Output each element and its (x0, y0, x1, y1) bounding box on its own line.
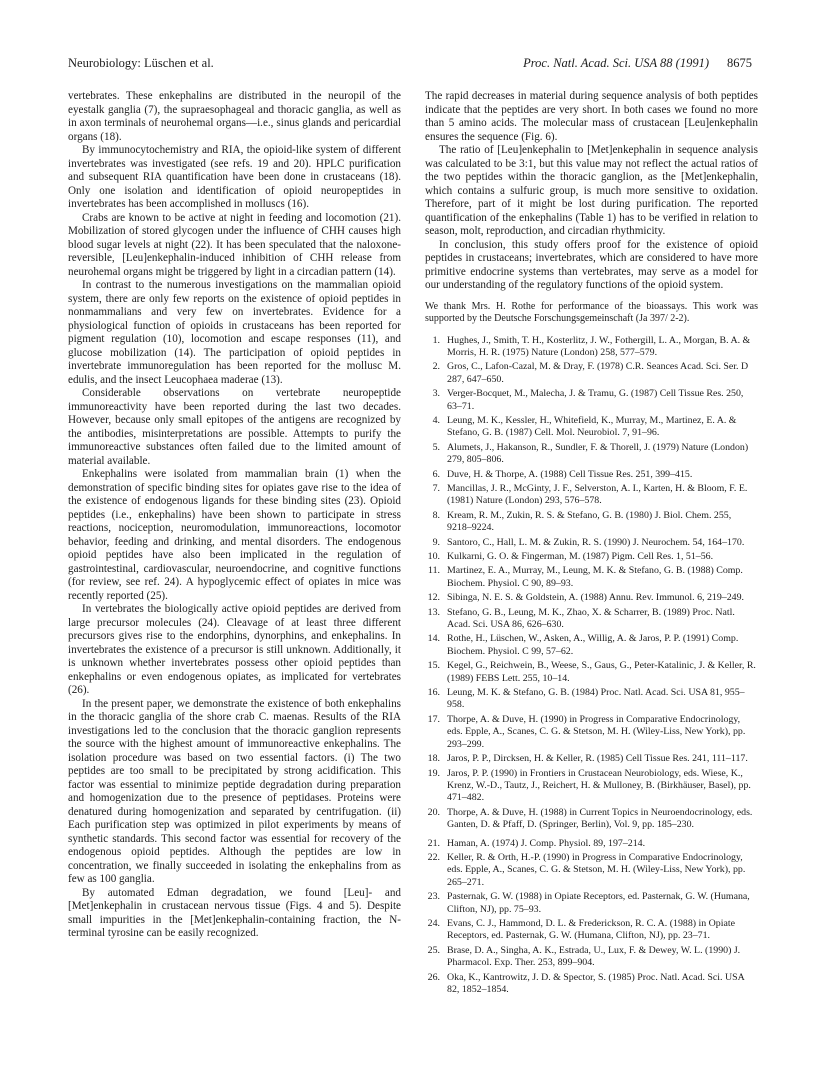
reference-number: 15. (427, 660, 440, 672)
journal-citation: Proc. Natl. Acad. Sci. USA 88 (1991) (523, 56, 709, 70)
reference-number: 17. (427, 713, 440, 725)
reference-number: 7. (432, 482, 440, 494)
reference-item (425, 510, 758, 535)
reference-text: Brase, D. A., Singha, A. K., Estrada, U., Lux, F. & Dewey, W. L. (1990) J. Pharmacol. Exp. Ther. 253, 899–904. (447, 944, 741, 969)
reference-text: Verger-Bocquet, M., Malecha, J. & Tramu, G. (1987) Cell Tissue Res. 250, 63–71. (447, 388, 744, 412)
reference-text: Thorpe, A. & Duve, H. (1988) in Current Topics in Neuroendocrinology, eds. Ganten, D. & Pfaff, D. (Springer, Berlin), Vol. 9, pp. 185–230. (447, 806, 753, 831)
reference-number: 19. (427, 767, 440, 779)
body-paragraph: Enkephalins were isolated from mammalian brain (1) when the demonstration of specific binding sites for opiates gave rise to the idea of the existence of endogenous ligands for these binding sites (23). Opioid peptides (i.e., enkephalins) have been shown to participate in stress reactions, nociception, neuromodulation, immunoreactions, locomotor behavior, feeding and drinking, and mental disorders. The endogenous opioid peptides have also been implicated in the regulation of gastrointestinal, cardiovascular, neuroendocrine, and cognitive functions (for review, see ref. 24). A hypoglycemic effect of opiates in mice was recently reported (25). (68, 468, 401, 602)
left-text-column (68, 90, 401, 941)
reference-text: Duve, H. & Thorpe, A. (1988) Cell Tissue Res. 251, 399–415. (447, 468, 693, 480)
reference-number: 11. (428, 565, 440, 577)
reference-text: Jaros, P. P., Dircksen, H. & Keller, R. (1985) Cell Tissue Res. 241, 111–117. (447, 753, 748, 765)
reference-list (425, 335, 758, 997)
reference-item (425, 768, 758, 805)
reference-item (425, 972, 758, 997)
right-text-column (425, 90, 758, 998)
body-paragraph: In vertebrates the biologically active opioid peptides are derived from large precursor molecules (24). Cleavage of at least three different precursors gives rise to the endorphins, dynorphins, and enkephalins. In invertebrates the existence of a precursor is still unknown. Additionally, it is unknown whether invertebrates possess other opioid peptides than enkephalins or even endogenous opiates, as implicated for vertebrates (26). (68, 603, 401, 696)
reference-item (425, 838, 758, 850)
reference-text: Hughes, J., Smith, T. H., Kosterlitz, J. W., Fothergill, L. A., Morgan, B. A. & Morris, H. R. (1975) Nature (London) 258, 577–579. (447, 334, 751, 358)
body-paragraph: Considerable observations on vertebrate neuropeptide immunoreactivity have been reported during the last two decades. However, because only small epitopes of the antigens are recognized by the antibodies, misinterpretations are possible. Attempts to purify the immunoreactive substances often failed due to the limited amount of material available. (68, 387, 401, 467)
header-journal (523, 56, 752, 71)
reference-item (425, 891, 758, 916)
reference-number: 22. (427, 851, 440, 863)
header-section-author: Neurobiology: Lüschen et al. (68, 56, 214, 70)
reference-text: Thorpe, A. & Duve, H. (1990) in Progress in Comparative Endocrinology, eds. Epple, A., Scanes, C. G. & Stetson, M. H. (Wiley-Liss, New York), pp. 293–299. (447, 713, 746, 750)
reference-number: 23. (427, 891, 440, 903)
acknowledgment: We thank Mrs. H. Rothe for performance of the bioassays. This work was supported by the Deutsche Forschungsgemeinschaft (Ja 397/ 2-2). (425, 300, 758, 324)
reference-number: 4. (432, 414, 440, 426)
reference-number: 3. (432, 388, 440, 400)
reference-item (425, 592, 758, 604)
reference-text: Gros, C., Lafon-Cazal, M. & Dray, F. (1978) C.R. Seances Acad. Sci. Ser. D 287, 647–650. (447, 361, 749, 385)
reference-text: Kegel, G., Reichwein, B., Weese, S., Gaus, G., Peter-Katalinic, J. & Keller, R. (1989) FEBS Lett. 255, 10–14. (447, 660, 756, 684)
reference-item (425, 565, 758, 590)
reference-number: 10. (427, 551, 440, 562)
reference-number: 5. (432, 441, 440, 453)
body-paragraph: In the present paper, we demonstrate the existence of both enkephalins in the thoracic ganglia of the shore crab C. maenas. Results of the RIA investigations led to the conclusion that the thoracic ganglion represents the source with the highest amount of immunoreactive enkephalins. The isolation procedure was based on two essential factors. (i) The two peptides are too small to be precipitated by strong acidification. This factor was essential to minimize peptide degradation during preparation and homogenization due to the presence of peptidases. Proteins were denatured during homogenization and separated by centrifugation. (ii) Each purification step was optimized in pilot experiments by means of synthetic standards. This second factor was essential for recovery of the endogenous opioid peptides. Although the peptides are low in concentration, we finally succeeded in isolating the enkephalins from as few as 100 ganglia. (68, 697, 401, 885)
reference-number: 12. (427, 592, 440, 604)
reference-item (425, 660, 758, 685)
reference-item (425, 918, 758, 943)
body-paragraph: In contrast to the numerous investigations on the mammalian opioid system, there are only few reports on the existence of opioid peptides in nonmammalians and very few on invertebrates. Evidence for a physiological function of opioids in crustaceans has been reported for pigment regulation (10), locomotion and escape responses (11), and glucose mobilization (14). The participation of opioid peptides in invertebrate immunoregulation has been reported for the mollusc M. edulis, and the insect Leucophaea maderae (13). (68, 279, 401, 386)
reference-number: 16. (427, 687, 440, 699)
reference-text: Pasternak, G. W. (1988) in Opiate Receptors, ed. Pasternak, G. W. (Humana, Clifton, NJ), pp. 75–93. (447, 891, 750, 915)
reference-item (425, 335, 758, 360)
reference-number: 21. (427, 837, 440, 849)
reference-item (425, 753, 758, 765)
reference-number: 6. (432, 468, 440, 480)
reference-item (425, 807, 758, 832)
reference-item (425, 442, 758, 467)
reference-text: Martinez, E. A., Murray, M., Leung, M. K. & Stefano, G. B. (1988) Comp. Biochem. Physiol. C 90, 89–93. (447, 565, 743, 589)
reference-number: 25. (427, 944, 440, 956)
reference-text: Kulkarni, G. O. & Fingerman, M. (1987) Pigm. Cell Res. 1, 51–56. (447, 551, 714, 562)
reference-text: Sibinga, N. E. S. & Goldstein, A. (1988) Annu. Rev. Immunol. 6, 219–249. (447, 592, 744, 604)
reference-text: Leung, M. K. & Stefano, G. B. (1984) Proc. Natl. Acad. Sci. USA 81, 955–958. (447, 687, 745, 711)
reference-number: 14. (427, 633, 440, 645)
body-paragraph: In conclusion, this study offers proof for the existence of opioid peptides in crustaceans; invertebrates, which are considered to have more primitive endocrine systems than vertebrates, may serve as a model for our understanding of the regulatory functions of the opioid system. (425, 238, 758, 291)
reference-item (425, 607, 758, 632)
reference-item (425, 537, 758, 549)
reference-text: Rothe, H., Lüschen, W., Asken, A., Willig, A. & Jaros, P. P. (1991) Comp. Biochem. Physiol. C 99, 57–62. (447, 633, 739, 657)
body-paragraph: vertebrates. These enkephalins are distributed in the neuropil of the eyestalk ganglia (7), the supraesophageal and thoracic ganglia, as well as in axon terminals of neurohemal organs—i.e., sinus glands and pericardial organs (18). (68, 90, 401, 143)
body-paragraph: By immunocytochemistry and RIA, the opioid-like system of different invertebrates was investigated (see refs. 19 and 20). HPLC purification and subsequent RIA quantification have been done in crustaceans (18). Only one isolation and identification of opioid neuropeptides in invertebrates has been accomplished in molluscs (16). (68, 144, 401, 210)
reference-text: Mancillas, J. R., McGinty, J. F., Selverston, A. I., Karten, H. & Bloom, F. E. (1981) Nature (London) 293, 576–578. (447, 482, 748, 507)
page-number: 8675 (727, 56, 752, 70)
reference-number: 24. (427, 917, 440, 929)
reference-text: Santoro, C., Hall, L. M. & Zukin, R. S. (1990) J. Neurochem. 54, 164–170. (447, 536, 745, 548)
reference-text: Keller, R. & Orth, H.-P. (1990) in Progress in Comparative Endocrinology, eds. Epple, A., Scanes, C. G. & Stetson, M. H. (Wiley-Liss, New York), pp. 265–271. (447, 851, 746, 888)
reference-item (425, 945, 758, 970)
reference-text: Evans, C. J., Hammond, D. L. & Frederickson, R. C. A. (1988) in Opiate Receptors, ed. Pasternak, G. W. (Humana, Clifton, NJ), pp. 23–71. (447, 917, 735, 942)
reference-text: Leung, M. K., Kessler, H., Whitefield, K., Murray, M., Martinez, E. A. & Stefano, G. B. (1987) Cell. Mol. Neurobiol. 7, 91–96. (447, 414, 737, 439)
reference-number: 26. (427, 971, 440, 983)
reference-number: 2. (432, 361, 440, 373)
body-paragraph: The ratio of [Leu]enkephalin to [Met]enkephalin in sequence analysis was calculated to be 3:1, but this value may not reflect the actual ratios of the two peptides within the thoracic ganglion, as the [Met]enkephalin, which contains a sulfuric group, is much more sensitive to oxidation. Therefore, part of it might be lost during purification. The reported quantification of the enkephalins (Table 1) has to be verified in relation to season, molt, reproduction, and circadian rhythmicity. (425, 144, 758, 237)
reference-item (425, 551, 758, 563)
running-header (68, 56, 752, 76)
reference-item (425, 687, 758, 712)
reference-text: Stefano, G. B., Leung, M. K., Zhao, X. & Scharrer, B. (1989) Proc. Natl. Acad. Sci. USA 86, 626–630. (447, 606, 735, 631)
reference-text: Oka, K., Kantrowitz, J. D. & Spector, S. (1985) Proc. Natl. Acad. Sci. USA 82, 1852–1854. (447, 971, 745, 995)
reference-text: Haman, A. (1974) J. Comp. Physiol. 89, 197–214. (447, 837, 646, 849)
reference-item (425, 388, 758, 413)
reference-text: Alumets, J., Hakanson, R., Sundler, F. & Thorell, J. (1979) Nature (London) 279, 805–806. (447, 441, 749, 466)
reference-item (425, 361, 758, 386)
reference-number: 8. (432, 509, 440, 521)
reference-number: 1. (432, 334, 440, 346)
body-paragraph: The rapid decreases in material during sequence analysis of both peptides indicate that the peptides are very short. In both cases we found no more than 5 amino acids. The molecular mass of crustacean [Leu]enkephalin ensures the sequence (Fig. 6). (425, 90, 758, 143)
reference-item (425, 852, 758, 889)
body-paragraph: By automated Edman degradation, we found [Leu]- and [Met]enkephalin in crustacean nervous tissue (Figs. 4 and 5). Despite small impurities in the [Met]enkephalin-containing fraction, the N-terminal tyrosine can be easily recognized. (68, 886, 401, 939)
reference-number: 9. (432, 536, 440, 548)
reference-text: Kream, R. M., Zukin, R. S. & Stefano, G. B. (1980) J. Biol. Chem. 255, 9218–9224. (447, 509, 732, 534)
reference-item (425, 415, 758, 440)
right-paragraphs (425, 90, 758, 293)
reference-number: 20. (427, 806, 440, 818)
reference-item (425, 483, 758, 508)
reference-item (425, 633, 758, 658)
reference-number: 13. (427, 606, 440, 618)
reference-item (425, 714, 758, 751)
reference-item (425, 469, 758, 481)
body-paragraph: Crabs are known to be active at night in feeding and locomotion (21). Mobilization of stored glycogen under the influence of CHH causes high blood sugar levels at night (22). It has been speculated that the naloxone-reversible, [Leu]enkephalin-induced inhibition of CHH release from neurohemal organs might be triggered by light in a circadian pattern (14). (68, 211, 401, 278)
reference-number: 18. (427, 753, 440, 765)
reference-text: Jaros, P. P. (1990) in Frontiers in Crustacean Neurobiology, eds. Wiese, K., Krenz, W.-D., Tautz, J., Reichert, H. & Mulloney, B. (Birkhäuser, Basel), pp. 471–482. (447, 767, 751, 804)
